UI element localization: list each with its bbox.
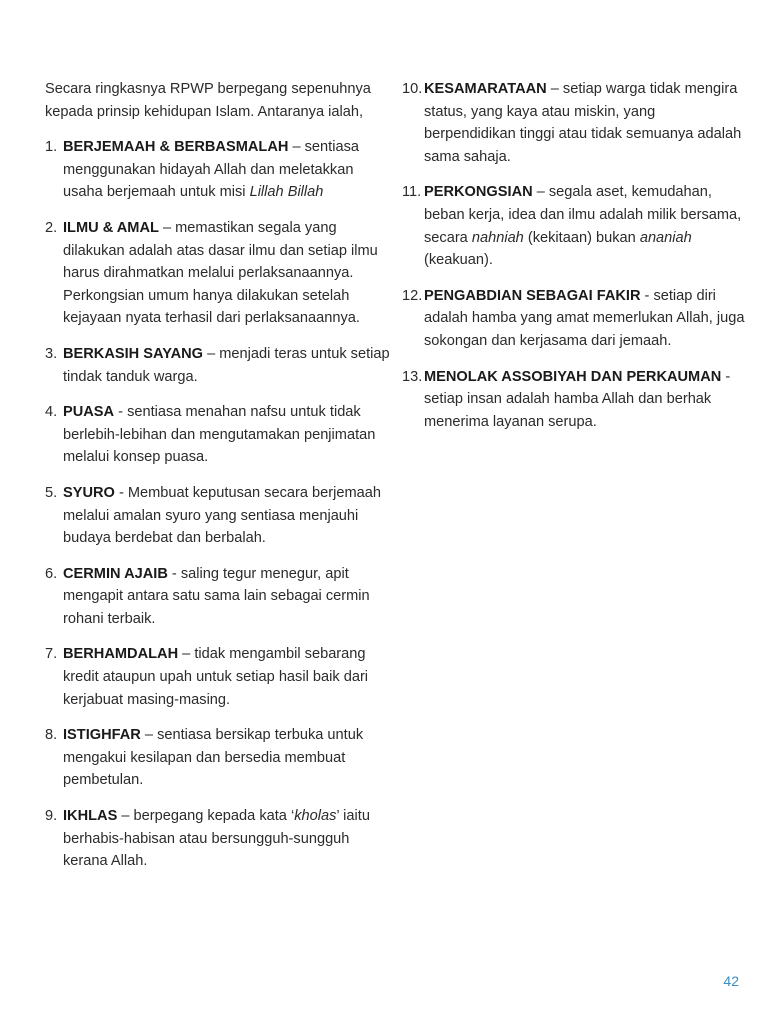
item-term: BERKASIH SAYANG — [63, 345, 204, 362]
item-text — [63, 217, 390, 330]
item-description: – menjadi teras untuk setiap tindak tanduk warga. — [63, 345, 390, 385]
item-number: 8. — [45, 727, 58, 744]
item-number: 10. — [402, 81, 423, 97]
item-description-cont: (keakuan). — [424, 252, 493, 269]
item-number: 4. — [45, 404, 58, 421]
item-number: 9. — [45, 808, 58, 825]
item-description-mid: (kekitaan) bukan — [523, 229, 640, 246]
item-term: IKHLAS — [63, 808, 118, 825]
item-text — [424, 181, 747, 271]
item-number: 7. — [45, 646, 58, 663]
list-item-6 — [45, 563, 390, 631]
item-text — [63, 136, 390, 204]
item-italic-term: Lillah Billah — [249, 184, 324, 201]
item-term: SYURO — [63, 484, 115, 501]
item-text — [424, 78, 747, 168]
list-item-1 — [45, 136, 390, 204]
item-italic-term-2: ananiah — [639, 229, 692, 246]
item-term: BERJEMAAH & BERBASMALAH — [63, 139, 289, 156]
item-description-cont: ’ iaitu berhabis-habisan atau bersungguh-sungguh kerana Allah. — [63, 808, 370, 870]
item-text — [63, 643, 390, 711]
item-text — [63, 343, 390, 388]
page-number: 42 — [723, 973, 739, 989]
item-number: 2. — [45, 219, 58, 236]
item-text — [63, 401, 390, 469]
item-term: ISTIGHFAR — [63, 727, 141, 744]
item-description: - sentiasa menahan nafsu untuk tidak berlebih-lebihan dan mengutamakan penjimatan melalui konsep puasa. — [63, 404, 376, 466]
list-item-5 — [45, 482, 390, 550]
intro-paragraph: Secara ringkasnya RPWP berpegang sepenuhnya kepada prinsip kehidupan Islam. Antaranya ialah, — [45, 81, 371, 120]
item-term: KESAMARATAAN — [424, 81, 547, 97]
list-item-13 — [402, 366, 747, 434]
item-description: – berpegang kepada kata ‘ — [117, 808, 295, 825]
item-number: 6. — [45, 565, 58, 582]
item-term: PERKONGSIAN — [424, 184, 533, 201]
list-item-3 — [45, 343, 390, 388]
item-description: - Membuat keputusan secara berjemaah melalui amalan syuro yang sentiasa menjauhi budaya berdebat dan berbalah. — [63, 484, 381, 547]
item-number: 13. — [402, 368, 423, 385]
item-italic-term: nahniah — [471, 229, 524, 246]
item-term: PENGABDIAN SEBAGAI FAKIR — [424, 287, 641, 304]
item-text — [63, 724, 390, 792]
list-item-9 — [45, 805, 390, 873]
item-term: MENOLAK ASSOBIYAH DAN PERKAUMAN — [424, 368, 722, 385]
item-text — [424, 285, 747, 353]
item-description: - setiap diri adalah hamba yang amat memerlukan Allah, juga sokongan dan kerjasama dari jemaah. — [424, 287, 745, 349]
item-text — [63, 563, 390, 631]
item-number: 3. — [45, 345, 58, 362]
item-term: CERMIN AJAIB — [63, 565, 168, 582]
list-item-8 — [45, 724, 390, 792]
left-column — [45, 78, 390, 886]
list-item-11 — [402, 181, 747, 271]
item-term: ILMU & AMAL — [63, 219, 159, 236]
item-number: 12. — [402, 287, 423, 304]
list-item-7 — [45, 643, 390, 711]
item-italic-term: kholas — [294, 808, 337, 825]
list-item-4 — [45, 401, 390, 469]
item-text — [63, 805, 390, 873]
list-item-2 — [45, 217, 390, 330]
item-number: 5. — [45, 484, 58, 501]
item-description: – memastikan segala yang dilakukan adalah atas dasar ilmu dan setiap ilmu harus dirahmatkan melalui perlaksanaannya. Perkongsian umum hanya dilakukan setelah kejayaan nyata terhasil dari perlaksanaannya. — [63, 219, 378, 327]
item-text — [63, 482, 390, 550]
list-item-12 — [402, 285, 747, 353]
item-number: 11. — [402, 184, 422, 201]
item-description: – setiap warga tidak mengira status, yang kaya atau miskin, yang berpendidikan tinggi atau tidak semuanya adalah sama sahaja. — [424, 81, 742, 165]
item-number: 1. — [45, 139, 58, 156]
list-item-10 — [402, 78, 747, 168]
item-term: PUASA — [63, 404, 115, 421]
item-description: – tidak mengambil sebarang kredit ataupun upah untuk setiap hasil baik dari kerjabuat masing-masing. — [63, 646, 369, 708]
item-description: - saling tegur menegur, apit mengapit antara satu sama lain sebagai cermin rohani terbaik. — [63, 565, 370, 627]
item-description: – sentiasa bersikap terbuka untuk mengakui kesilapan dan bersedia membuat pembetulan. — [63, 727, 364, 789]
item-description: - setiap insan adalah hamba Allah dan berhak menerima layanan serupa. — [424, 368, 731, 430]
item-text — [424, 366, 747, 434]
item-description: – segala aset, kemudahan, beban kerja, idea dan ilmu adalah milik bersama, secara — [424, 184, 742, 246]
right-column — [402, 78, 747, 446]
item-term: BERHAMDALAH — [63, 646, 179, 663]
item-description: – sentiasa menggunakan hidayah Allah dan meletakkan usaha berjemaah untuk misi — [63, 139, 359, 201]
